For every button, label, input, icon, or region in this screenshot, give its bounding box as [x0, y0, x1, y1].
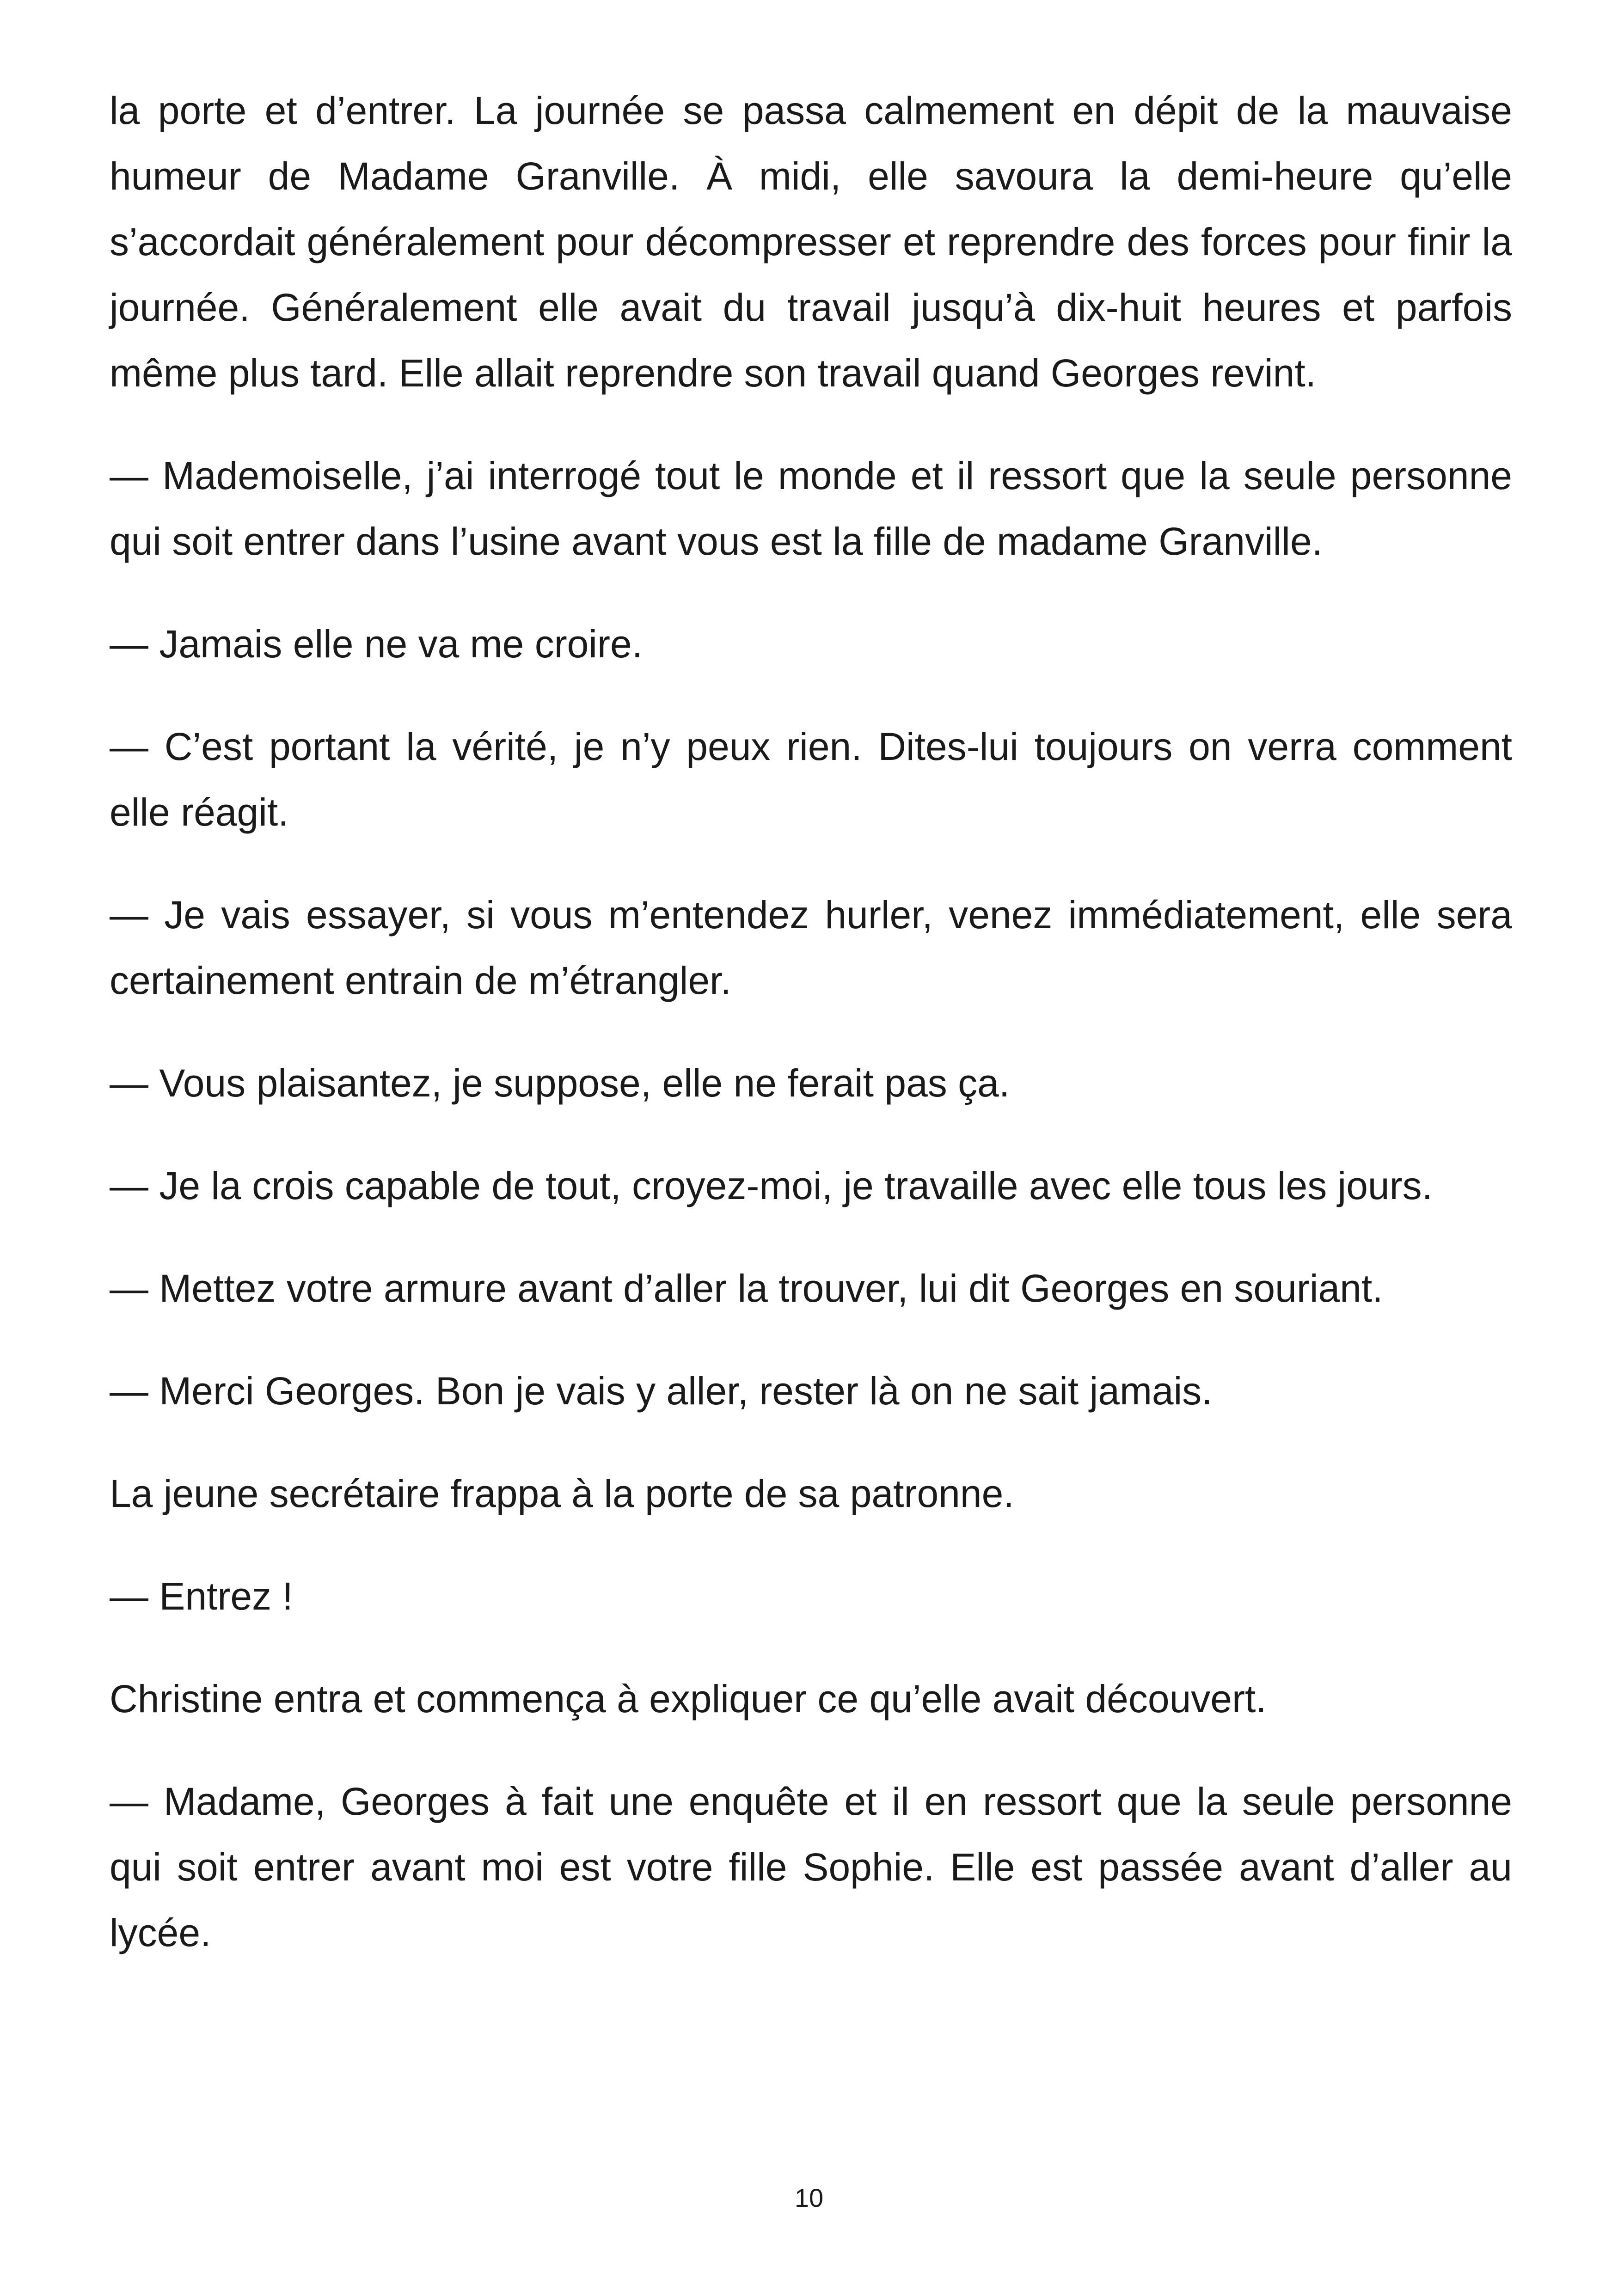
- paragraph: — Mademoiselle, j’ai interrogé tout le monde et il ressort que la seule personne qui soit entrer dans l’usine avant vous est la fille de madame Granville.: [110, 454, 1512, 563]
- paragraph: — Merci Georges. Bon je vais y aller, rester là on ne sait jamais.: [110, 1369, 1213, 1413]
- paragraph: — Madame, Georges à fait une enquête et il en ressort que la seule personne qui soit entrer avant moi est votre fille Sophie. Elle est passée avant d’aller au lycée.: [110, 1780, 1512, 1954]
- paragraph: La jeune secrétaire frappa à la porte de sa patronne.: [110, 1472, 1014, 1515]
- paragraph: — Entrez !: [110, 1574, 293, 1618]
- paragraph: — Je la crois capable de tout, croyez-moi, je travaille avec elle tous les jours.: [110, 1164, 1433, 1207]
- paragraph: — C’est portant la vérité, je n’y peux rien. Dites-lui toujours on verra comment elle réagit.: [110, 725, 1512, 834]
- paragraph: — Je vais essayer, si vous m’entendez hurler, venez immédiatement, elle sera certainement entrain de m’étrangler.: [110, 893, 1512, 1002]
- body-text: [110, 78, 1512, 2002]
- paragraph: — Jamais elle ne va me croire.: [110, 622, 643, 666]
- paragraph: la porte et d’entrer. La journée se passa calmement en dépit de la mauvaise humeur de Madame Granville. À midi, elle savoura la demi-heure qu’elle s’accordait généralement pour décompresser et reprendre des forces pour finir la journée. Généralement elle avait du travail jusqu’à dix-huit heures et parfois même plus tard. Elle allait reprendre son travail quand Georges revint.: [110, 89, 1512, 395]
- paragraph: Christine entra et commença à expliquer ce qu’elle avait découvert.: [110, 1677, 1267, 1720]
- page-number: 10: [794, 2183, 824, 2212]
- paragraph: — Mettez votre armure avant d’aller la trouver, lui dit Georges en souriant.: [110, 1267, 1383, 1310]
- paragraph: — Vous plaisantez, je suppose, elle ne ferait pas ça.: [110, 1061, 1010, 1105]
